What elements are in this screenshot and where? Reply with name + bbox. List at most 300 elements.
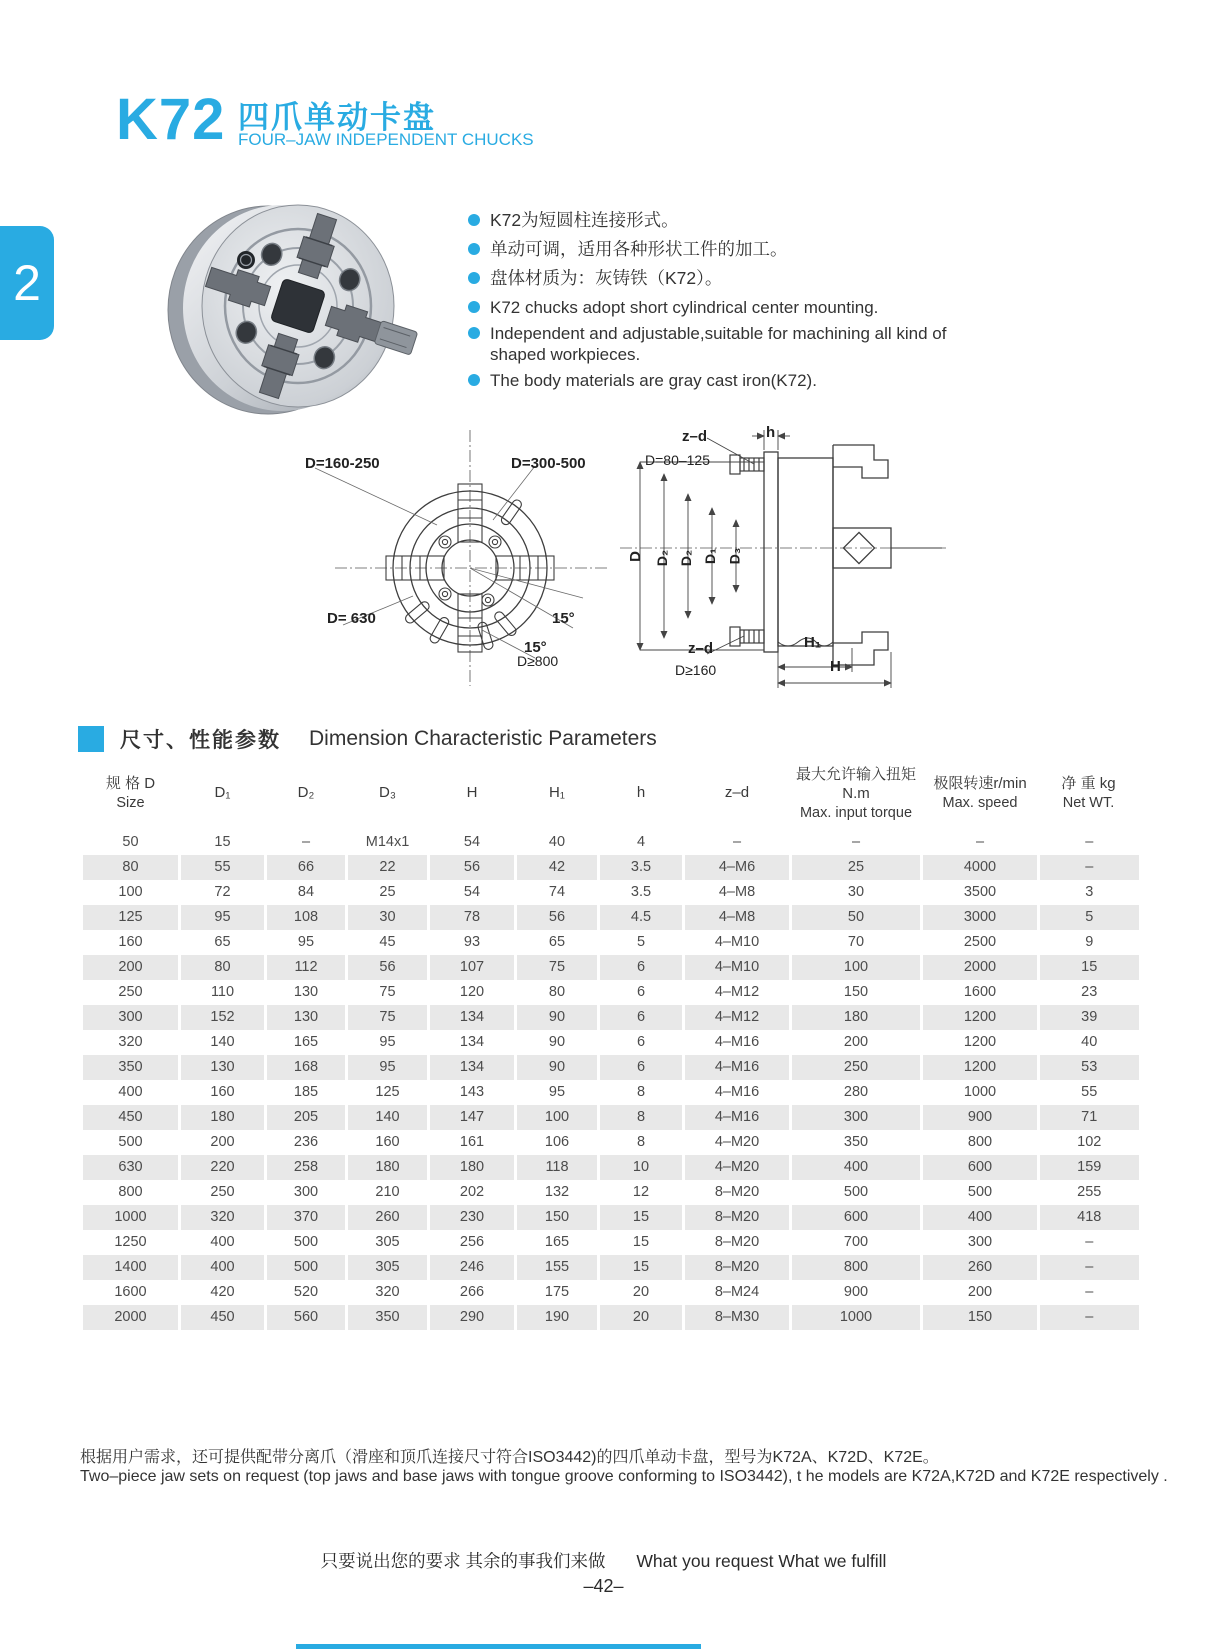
table-cell: 4000 — [922, 855, 1039, 880]
table-cell: 3.5 — [599, 855, 684, 880]
dim-label-D2-a: D₂ — [654, 549, 671, 567]
page-title-zh: 四爪单动卡盘 — [238, 100, 436, 135]
table-cell: 300 — [266, 1180, 347, 1205]
table-cell: 160 — [347, 1130, 429, 1155]
table-cell: – — [1039, 1280, 1139, 1305]
table-cell: 93 — [429, 930, 516, 955]
table-cell: 150 — [516, 1205, 599, 1230]
table-cell: 4–M6 — [684, 855, 791, 880]
table-cell: M14x1 — [347, 830, 429, 855]
table-cell: 4–M10 — [684, 955, 791, 980]
table-cell: 78 — [429, 905, 516, 930]
column-header: D₁ — [214, 784, 231, 802]
table-cell: 900 — [791, 1280, 922, 1305]
table-cell: 160 — [82, 930, 180, 955]
table-row — [82, 1280, 1139, 1305]
table-cell: 255 — [1039, 1180, 1139, 1205]
table-cell: 70 — [791, 930, 922, 955]
table-cell: 4–M16 — [684, 1055, 791, 1080]
table-cell: 500 — [791, 1180, 922, 1205]
table-cell: 8 — [599, 1105, 684, 1130]
table-cell: 155 — [516, 1255, 599, 1280]
table-cell: 320 — [82, 1030, 180, 1055]
table-cell: 80 — [516, 980, 599, 1005]
chuck-photo-illustration — [156, 190, 426, 425]
table-cell: 305 — [347, 1230, 429, 1255]
dim-label-D2-b: D₂ — [678, 549, 695, 567]
table-cell: 190 — [516, 1305, 599, 1330]
table-cell: 112 — [266, 955, 347, 980]
table-row — [82, 855, 1139, 880]
column-header: 净 重 kg Net WT. — [1061, 775, 1116, 812]
table-cell: 266 — [429, 1280, 516, 1305]
dim-label-angle-15-b: 15° — [524, 639, 547, 656]
list-item — [468, 239, 958, 261]
table-cell: 95 — [347, 1030, 429, 1055]
table-cell: 220 — [180, 1155, 266, 1180]
table-cell: 125 — [347, 1080, 429, 1105]
table-cell: 20 — [599, 1305, 684, 1330]
table-cell: 500 — [266, 1230, 347, 1255]
page-title-en: FOUR–JAW INDEPENDENT CHUCKS — [238, 130, 534, 149]
table-cell: 8–M20 — [684, 1230, 791, 1255]
dim-label-angle-15-a: 15° — [552, 610, 575, 627]
note-zh: 根据用户需求，还可提供配带分离爪（滑座和顶爪连接尺寸符合ISO3442)的四爪单动卡盘，型号为K72A、K72D、K72E。 — [80, 1449, 939, 1466]
table-cell: 9 — [1039, 930, 1139, 955]
table-cell: 71 — [1039, 1105, 1139, 1130]
table-cell: 260 — [922, 1255, 1039, 1280]
dim-label-d630: D= 630 — [327, 610, 376, 627]
table-cell: 4–M16 — [684, 1105, 791, 1130]
table-cell: 75 — [347, 980, 429, 1005]
table-cell: 3 — [1039, 880, 1139, 905]
dim-label-d800: D≥800 — [517, 653, 559, 669]
blue-square-icon — [78, 726, 104, 752]
column-header: H — [466, 784, 478, 802]
table-cell: 55 — [180, 855, 266, 880]
dim-label-d160-250: D=160-250 — [305, 455, 380, 472]
table-cell: 90 — [516, 1005, 599, 1030]
table-cell: – — [1039, 1255, 1139, 1280]
bottom-accent-bar — [296, 1644, 701, 1649]
table-cell: 8–M24 — [684, 1280, 791, 1305]
table-cell: 260 — [347, 1205, 429, 1230]
model-code: K72 — [116, 87, 226, 152]
bullet-icon — [468, 301, 480, 313]
table-cell: 200 — [791, 1030, 922, 1055]
table-row — [82, 1055, 1139, 1080]
table-cell: 75 — [516, 955, 599, 980]
table-cell: 200 — [180, 1130, 266, 1155]
table-cell: 147 — [429, 1105, 516, 1130]
table-row — [82, 880, 1139, 905]
slogan-zh: 只要说出您的要求 其余的事我们来做 — [320, 1551, 606, 1571]
table-cell: 50 — [82, 830, 180, 855]
table-cell: 140 — [347, 1105, 429, 1130]
table-cell: 8 — [599, 1130, 684, 1155]
table-row — [82, 955, 1139, 980]
table-cell: 1000 — [791, 1305, 922, 1330]
table-cell: 12 — [599, 1180, 684, 1205]
bullet-icon — [468, 243, 480, 255]
table-cell: 450 — [82, 1105, 180, 1130]
parameters-table-container — [80, 762, 1137, 1330]
table-cell: 1400 — [82, 1255, 180, 1280]
table-cell: 5 — [1039, 905, 1139, 930]
table-row — [82, 1180, 1139, 1205]
table-cell: 3500 — [922, 880, 1039, 905]
table-cell: 320 — [180, 1205, 266, 1230]
column-header: D₃ — [379, 784, 396, 802]
table-cell: 30 — [347, 905, 429, 930]
table-cell: 23 — [1039, 980, 1139, 1005]
bullet-icon — [468, 272, 480, 284]
table-cell: 370 — [266, 1205, 347, 1230]
table-cell: 65 — [516, 930, 599, 955]
table-cell: 80 — [180, 955, 266, 980]
table-cell: 95 — [266, 930, 347, 955]
table-cell: 39 — [1039, 1005, 1139, 1030]
table-cell: 84 — [266, 880, 347, 905]
list-item — [468, 268, 958, 290]
table-cell: 168 — [266, 1055, 347, 1080]
table-cell: 1000 — [922, 1080, 1039, 1105]
table-cell: 42 — [516, 855, 599, 880]
note-en: Two–piece jaw sets on request (top jaws and base jaws with tongue groove conforming to ISO3442), t he models are K72A,K72D and K72E respectively . — [80, 1468, 1168, 1485]
feature-list — [468, 210, 958, 397]
table-cell: 1200 — [922, 1055, 1039, 1080]
table-cell: 350 — [791, 1130, 922, 1155]
table-cell: 45 — [347, 930, 429, 955]
table-cell: 102 — [1039, 1130, 1139, 1155]
table-row — [82, 1130, 1139, 1155]
page-number: –42– — [583, 1576, 624, 1596]
table-cell: 8–M30 — [684, 1305, 791, 1330]
table-cell: 8–M20 — [684, 1255, 791, 1280]
table-cell: 800 — [791, 1255, 922, 1280]
table-cell: 8 — [599, 1080, 684, 1105]
column-header: D₂ — [297, 784, 315, 802]
dim-label-H: H — [830, 658, 841, 675]
table-row — [82, 1230, 1139, 1255]
table-row — [82, 1080, 1139, 1105]
table-cell: 5 — [599, 930, 684, 955]
table-cell: 4 — [599, 830, 684, 855]
table-cell: 246 — [429, 1255, 516, 1280]
column-header: 极限转速r/min Max. speed — [933, 775, 1027, 812]
table-cell: 40 — [1039, 1030, 1139, 1055]
table-cell: 500 — [922, 1180, 1039, 1205]
table-cell: 1600 — [922, 980, 1039, 1005]
table-cell: 4–M16 — [684, 1080, 791, 1105]
table-cell: 165 — [516, 1230, 599, 1255]
table-cell: 15 — [599, 1255, 684, 1280]
table-cell: 95 — [347, 1055, 429, 1080]
table-cell: 400 — [180, 1255, 266, 1280]
dim-label-d80-125: D=80–125 — [645, 452, 711, 468]
table-cell: 420 — [180, 1280, 266, 1305]
table-cell: 290 — [429, 1305, 516, 1330]
table-cell: 4–M10 — [684, 930, 791, 955]
table-cell: 25 — [791, 855, 922, 880]
table-cell: 106 — [516, 1130, 599, 1155]
table-cell: 202 — [429, 1180, 516, 1205]
table-row — [82, 1205, 1139, 1230]
table-cell: 143 — [429, 1080, 516, 1105]
table-cell: 130 — [180, 1055, 266, 1080]
table-cell: 15 — [599, 1205, 684, 1230]
table-cell: 230 — [429, 1205, 516, 1230]
table-cell: 1600 — [82, 1280, 180, 1305]
bullet-icon — [468, 327, 480, 339]
table-cell: 134 — [429, 1055, 516, 1080]
table-cell: 250 — [791, 1055, 922, 1080]
table-cell: 152 — [180, 1005, 266, 1030]
table-cell: 74 — [516, 880, 599, 905]
table-cell: 180 — [791, 1005, 922, 1030]
table-cell: 185 — [266, 1080, 347, 1105]
table-cell: 10 — [599, 1155, 684, 1180]
table-cell: 250 — [180, 1180, 266, 1205]
table-row — [82, 830, 1139, 855]
table-cell: 20 — [599, 1280, 684, 1305]
feature-text: 单动可调，适用各种形状工件的加工。 — [490, 238, 788, 259]
table-cell: 56 — [347, 955, 429, 980]
table-cell: 130 — [266, 1005, 347, 1030]
section-title-en: Dimension Characteristic Parameters — [309, 727, 657, 750]
table-cell: 520 — [266, 1280, 347, 1305]
feature-text: The body materials are gray cast iron(K72). — [490, 371, 817, 391]
table-cell: 500 — [82, 1130, 180, 1155]
table-cell: 165 — [266, 1030, 347, 1055]
table-cell: 180 — [429, 1155, 516, 1180]
table-cell: 6 — [599, 980, 684, 1005]
table-cell: 140 — [180, 1030, 266, 1055]
table-cell: 800 — [82, 1180, 180, 1205]
column-header: H₁ — [549, 784, 565, 802]
table-cell: 280 — [791, 1080, 922, 1105]
table-cell: 6 — [599, 1005, 684, 1030]
table-cell: 4–M20 — [684, 1155, 791, 1180]
table-cell: 56 — [516, 905, 599, 930]
table-cell: 250 — [82, 980, 180, 1005]
list-item — [468, 210, 958, 232]
table-row — [82, 930, 1139, 955]
table-cell: 560 — [266, 1305, 347, 1330]
table-cell: 450 — [180, 1305, 266, 1330]
table-cell: 256 — [429, 1230, 516, 1255]
table-cell: 90 — [516, 1030, 599, 1055]
table-cell: 90 — [516, 1055, 599, 1080]
table-cell: 236 — [266, 1130, 347, 1155]
slogan-en: What you request What we fulfill — [636, 1551, 887, 1571]
table-cell: 300 — [82, 1005, 180, 1030]
table-cell: 134 — [429, 1005, 516, 1030]
table-cell: 53 — [1039, 1055, 1139, 1080]
table-cell: 200 — [922, 1280, 1039, 1305]
table-cell: 350 — [347, 1305, 429, 1330]
table-cell: 320 — [347, 1280, 429, 1305]
table-cell: 161 — [429, 1130, 516, 1155]
dim-label-D3: D₃ — [726, 547, 743, 565]
table-cell: 100 — [791, 955, 922, 980]
feature-text: K72 chucks adopt short cylindrical center mounting. — [490, 297, 879, 317]
table-cell: 4–M8 — [684, 905, 791, 930]
table-cell: 1200 — [922, 1030, 1039, 1055]
table-cell: 418 — [1039, 1205, 1139, 1230]
table-row — [82, 980, 1139, 1005]
table-cell: – — [684, 830, 791, 855]
table-cell: 350 — [82, 1055, 180, 1080]
dim-label-zd-top: z–d — [682, 428, 708, 445]
section-tab — [0, 226, 54, 340]
table-cell: 25 — [347, 880, 429, 905]
table-cell: 110 — [180, 980, 266, 1005]
table-cell: 15 — [180, 830, 266, 855]
table-cell: 3000 — [922, 905, 1039, 930]
table-cell: 6 — [599, 1030, 684, 1055]
table-cell: 300 — [922, 1230, 1039, 1255]
table-cell: 150 — [791, 980, 922, 1005]
table-cell: 8–M20 — [684, 1205, 791, 1230]
table-cell: 65 — [180, 930, 266, 955]
table-cell: – — [791, 830, 922, 855]
table-cell: 6 — [599, 1055, 684, 1080]
table-cell: 100 — [516, 1105, 599, 1130]
column-header: 规 格 D Size — [105, 775, 156, 812]
table-cell: 120 — [429, 980, 516, 1005]
table-cell: 4–M12 — [684, 1005, 791, 1030]
table-row — [82, 1155, 1139, 1180]
table-cell: 175 — [516, 1280, 599, 1305]
bullet-icon — [468, 374, 480, 386]
dim-label-d300-500: D=300-500 — [511, 455, 586, 472]
feature-text: Independent and adjustable,suitable for machining all kind of shaped workpieces. — [490, 323, 947, 365]
table-cell: 1200 — [922, 1005, 1039, 1030]
table-cell: 258 — [266, 1155, 347, 1180]
table-cell: 75 — [347, 1005, 429, 1030]
table-cell: 132 — [516, 1180, 599, 1205]
column-header: 最大允许输入扭矩N.m Max. input torque — [795, 766, 916, 821]
table-cell: 159 — [1039, 1155, 1139, 1180]
table-cell: 500 — [266, 1255, 347, 1280]
table-cell: 4–M20 — [684, 1130, 791, 1155]
footer-slogan — [0, 1548, 1207, 1573]
table-cell: 305 — [347, 1255, 429, 1280]
table-cell: 95 — [516, 1080, 599, 1105]
section-title-zh: 尺寸、性能参数 — [120, 729, 281, 752]
table-cell: – — [1039, 1305, 1139, 1330]
table-cell: 134 — [429, 1030, 516, 1055]
feature-text: K72为短圆柱连接形式。 — [490, 210, 679, 230]
table-cell: 1250 — [82, 1230, 180, 1255]
table-cell: 15 — [599, 1230, 684, 1255]
table-cell: – — [1039, 830, 1139, 855]
table-cell: 100 — [82, 880, 180, 905]
table-cell: – — [922, 830, 1039, 855]
table-cell: 800 — [922, 1130, 1039, 1155]
table-cell: 54 — [429, 880, 516, 905]
table-cell: – — [1039, 1230, 1139, 1255]
table-cell: 6 — [599, 955, 684, 980]
table-cell: 200 — [82, 955, 180, 980]
section-title — [78, 724, 657, 754]
table-cell: 40 — [516, 830, 599, 855]
table-cell: 108 — [266, 905, 347, 930]
table-cell: 22 — [347, 855, 429, 880]
table-cell: 130 — [266, 980, 347, 1005]
table-row — [82, 1305, 1139, 1330]
table-cell: 900 — [922, 1105, 1039, 1130]
table-cell: 8–M20 — [684, 1180, 791, 1205]
table-cell: 180 — [180, 1105, 266, 1130]
table-cell: 2500 — [922, 930, 1039, 955]
table-cell: 95 — [180, 905, 266, 930]
table-cell: 66 — [266, 855, 347, 880]
table-row — [82, 905, 1139, 930]
dim-label-D: D — [626, 551, 644, 562]
list-item — [468, 297, 958, 318]
table-cell: 56 — [429, 855, 516, 880]
dim-label-D1: D₁ — [701, 548, 718, 564]
table-cell: 700 — [791, 1230, 922, 1255]
table-cell: 600 — [791, 1205, 922, 1230]
table-cell: 107 — [429, 955, 516, 980]
table-cell: 1000 — [82, 1205, 180, 1230]
table-cell: – — [1039, 855, 1139, 880]
table-row — [82, 1005, 1139, 1030]
table-cell: 30 — [791, 880, 922, 905]
dim-label-h-small: h — [766, 424, 776, 441]
section-number: 2 — [13, 255, 41, 311]
params-table — [80, 762, 1139, 1330]
table-cell: 55 — [1039, 1080, 1139, 1105]
table-cell: 4–M16 — [684, 1030, 791, 1055]
table-cell: 4–M8 — [684, 880, 791, 905]
table-cell: 400 — [791, 1155, 922, 1180]
table-row — [82, 1030, 1139, 1055]
table-cell: 50 — [791, 905, 922, 930]
table-cell: 80 — [82, 855, 180, 880]
table-cell: 150 — [922, 1305, 1039, 1330]
table-cell: 210 — [347, 1180, 429, 1205]
table-cell: 2000 — [82, 1305, 180, 1330]
table-cell: 4.5 — [599, 905, 684, 930]
product-photo — [156, 190, 426, 425]
list-item — [468, 370, 958, 391]
table-header-row — [82, 762, 1139, 830]
table-cell: 630 — [82, 1155, 180, 1180]
table-row — [82, 1105, 1139, 1130]
table-cell: 300 — [791, 1105, 922, 1130]
column-header: h — [636, 784, 646, 802]
table-cell: 600 — [922, 1155, 1039, 1180]
table-cell: 54 — [429, 830, 516, 855]
table-cell: 400 — [82, 1080, 180, 1105]
table-cell: 2000 — [922, 955, 1039, 980]
table-cell: 15 — [1039, 955, 1139, 980]
table-cell: 180 — [347, 1155, 429, 1180]
dim-label-zd-bottom: z–d — [688, 640, 714, 657]
table-cell: 160 — [180, 1080, 266, 1105]
table-cell: 3.5 — [599, 880, 684, 905]
table-cell: 125 — [82, 905, 180, 930]
column-header: z–d — [724, 784, 750, 802]
table-cell: 118 — [516, 1155, 599, 1180]
list-item — [468, 323, 958, 366]
table-cell: 4–M12 — [684, 980, 791, 1005]
feature-text: 盘体材质为：灰铸铁（K72）。 — [490, 267, 723, 288]
